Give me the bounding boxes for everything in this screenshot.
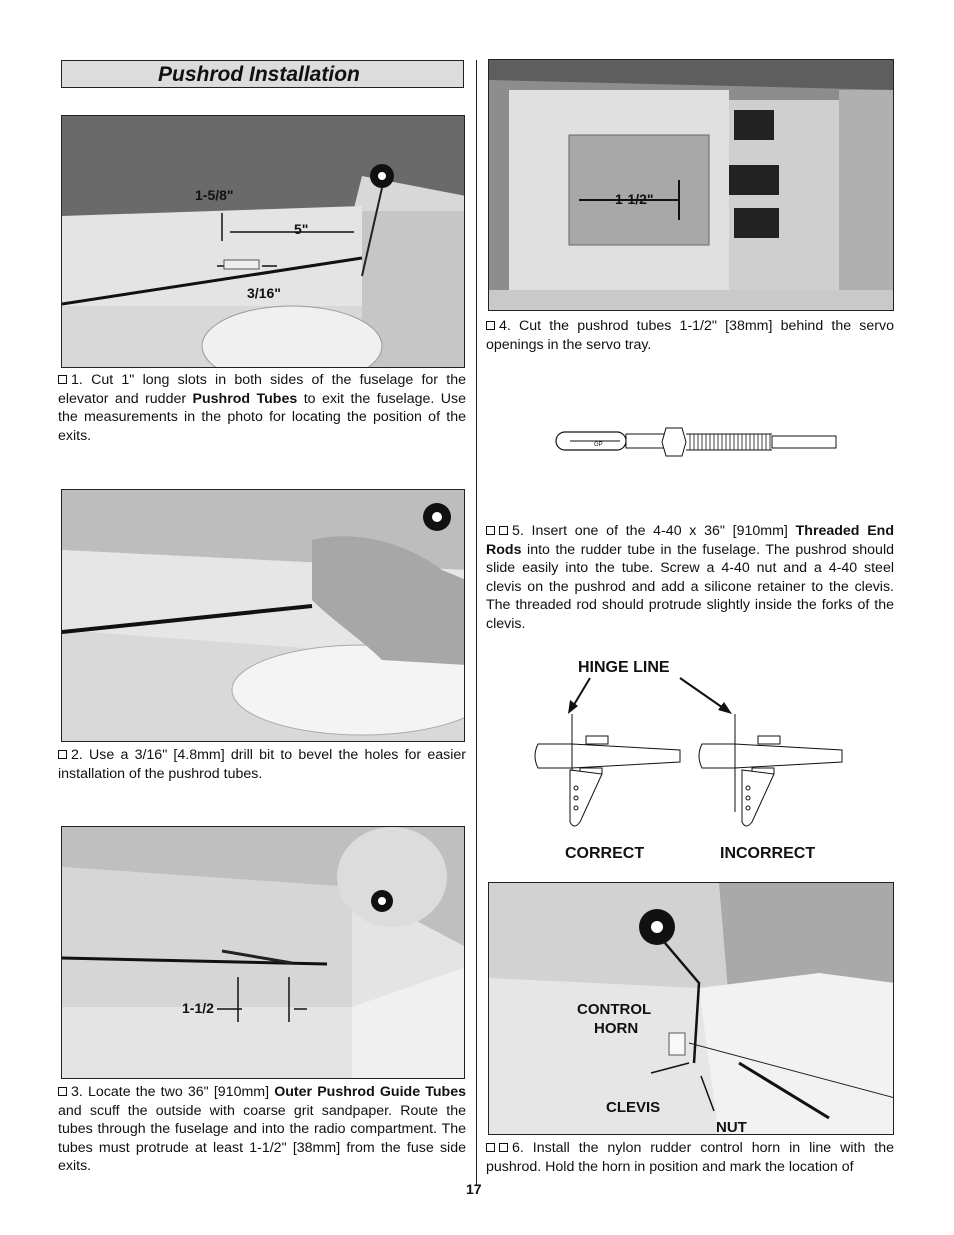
column-divider — [476, 60, 477, 1185]
photo6-label-c: CLEVIS — [606, 1099, 661, 1116]
photo-control-horn — [488, 882, 894, 1135]
checkbox-icon[interactable] — [499, 526, 508, 535]
checkbox-icon[interactable] — [58, 375, 67, 384]
photo-guide-tubes — [61, 826, 465, 1079]
page-number: 17 — [466, 1181, 482, 1197]
photo6-label-a: CONTROL — [577, 1001, 652, 1018]
photo1-label-b: 5" — [294, 221, 309, 237]
photo6-label-d: NUT — [716, 1119, 747, 1135]
step-6: 6. Install the nylon rudder control horn in line with the pushrod. Hold the horn in position and mark the location of — [486, 1140, 894, 1175]
section-title: Pushrod Installation — [158, 63, 360, 86]
incorrect-label: INCORRECT — [720, 845, 816, 862]
section-header — [61, 60, 464, 88]
checkbox-icon[interactable] — [58, 1087, 67, 1096]
step-3: 3. Locate the two 36" [910mm] Outer Pushrod Guide Tubes and scuff the outside with coarse grit sandpaper. Route the tubes through the fuselage and into the radio compartment. The tubes must protrude at least 1-1/2" [38mm] from the fuse side exits. — [58, 1084, 466, 1175]
photo4-label-a: 1-1/2" — [615, 191, 654, 207]
step-5: 5. Insert one of the 4-40 x 36" [910mm] Threaded End Rods into the rudder tube in the fuselage. The pushrod should slide easily into the tube. Screw a 4-40 nut and a 4-40 steel clevis on the pushrod and add a silicone retainer to the clevis. The threaded rod should protrude slightly inside the forks of the clevis. — [486, 523, 894, 632]
photo1-label-c: 3/16" — [247, 285, 281, 301]
photo-bevel-holes — [61, 489, 465, 742]
step-1: 1. Cut 1" long slots in both sides of the fuselage for the elevator and rudder Pushrod Tubes to exit the fuselage. Use the measurements in the photo for locating the position of the exits. — [58, 372, 466, 444]
step-4: 4. Cut the pushrod tubes 1-1/2" [38mm] behind the servo openings in the servo tray. — [486, 318, 894, 353]
hinge-line-label: HINGE LINE — [578, 659, 670, 676]
photo3-label-a: 1-1/2 — [182, 1000, 214, 1016]
correct-label: CORRECT — [565, 845, 645, 862]
checkbox-icon[interactable] — [58, 750, 67, 759]
clevis-mark: GP — [594, 442, 603, 448]
step-2: 2. Use a 3/16" [4.8mm] drill bit to bevel the holes for easier installation of the pushrod tubes. — [58, 747, 466, 782]
checkbox-icon[interactable] — [486, 321, 495, 330]
photo1-label-a: 1-5/8" — [195, 187, 234, 203]
hinge-line-diagram — [530, 652, 850, 867]
checkbox-icon[interactable] — [499, 1143, 508, 1152]
threaded-rod-illustration — [550, 420, 840, 464]
photo6-label-b: HORN — [594, 1020, 639, 1037]
checkbox-icon[interactable] — [486, 526, 495, 535]
photo-slot-measurements — [61, 115, 465, 368]
checkbox-icon[interactable] — [486, 1143, 495, 1152]
photo-servo-tray — [488, 59, 894, 311]
